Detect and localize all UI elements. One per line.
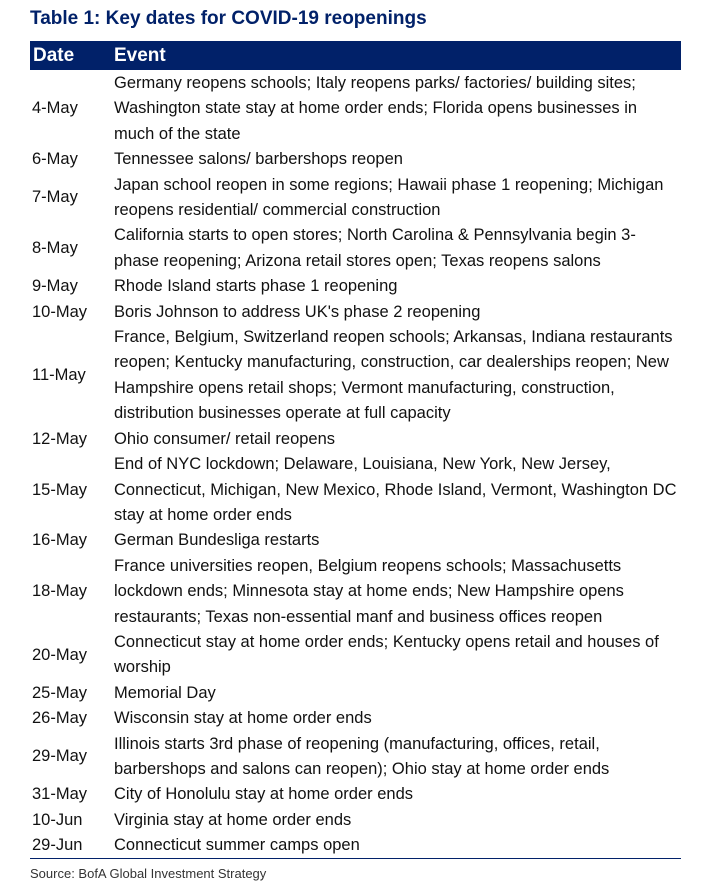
row-event: Japan school reopen in some regions; Hawaii phase 1 reopening; Michigan reopens residential/ commercial construction	[114, 175, 664, 220]
table-row	[30, 71, 681, 147]
column-header-date: Date	[33, 45, 75, 66]
row-date: 6-May	[32, 150, 78, 169]
row-date: 31-May	[32, 785, 88, 804]
table-bottom-rule	[30, 858, 681, 859]
row-event: End of NYC lockdown; Delaware, Louisiana, New York, New Jersey, Connecticut, Michigan, New Mexico, Rhode Island, Vermont, Washington DC stay at home order ends	[114, 455, 677, 524]
row-date: 11-May	[32, 366, 86, 385]
column-header-event: Event	[114, 45, 166, 66]
table-row	[30, 706, 681, 731]
row-date: 15-May	[32, 480, 88, 499]
row-event: Wisconsin stay at home order ends	[114, 709, 372, 728]
row-event: Connecticut summer camps open	[114, 836, 360, 855]
row-date: 9-May	[32, 277, 78, 296]
source-note: Source: BofA Global Investment Strategy	[30, 866, 267, 881]
table-row	[30, 300, 681, 325]
row-date: 20-May	[32, 645, 88, 664]
row-date: 25-May	[32, 683, 88, 702]
row-event: France universities reopen, Belgium reopens schools; Massachusetts lockdown ends; Minnesota stay at home ends; New Hampshire opens restaurants; Texas non-essential manf and business offices reopen	[114, 556, 624, 626]
row-date: 26-May	[32, 709, 88, 728]
row-date: 18-May	[32, 582, 88, 601]
table-row	[30, 681, 681, 706]
table-row	[30, 808, 681, 833]
row-event: City of Honolulu stay at home order ends	[114, 785, 413, 804]
table-row	[30, 427, 681, 452]
table-title: Table 1: Key dates for COVID-19 reopenings	[30, 8, 427, 29]
table-row	[30, 630, 681, 681]
table-row	[30, 147, 681, 172]
row-event: Memorial Day	[114, 683, 216, 702]
table-row	[30, 732, 681, 783]
row-event: Germany reopens schools; Italy reopens parks/ factories/ building sites; Washington state stay at home order ends; Florida opens businesses in much of the state	[114, 74, 638, 143]
table-row	[30, 223, 681, 274]
row-event: Rhode Island starts phase 1 reopening	[114, 277, 398, 296]
row-event: Virginia stay at home order ends	[114, 810, 352, 829]
row-event: California starts to open stores; North Carolina & Pennsylvania begin 3-phase reopening; Arizona retail stores open; Texas reopens salons	[114, 226, 636, 270]
row-event: Boris Johnson to address UK's phase 2 reopening	[114, 302, 481, 321]
table-header	[30, 41, 681, 70]
table-row	[30, 833, 681, 858]
row-date: 7-May	[32, 188, 78, 207]
table-row	[30, 452, 681, 528]
row-date: 4-May	[32, 99, 78, 118]
table-row	[30, 528, 681, 553]
table-row	[30, 782, 681, 807]
row-event: France, Belgium, Switzerland reopen schools; Arkansas, Indiana restaurants reopen; Kentucky manufacturing, construction, car dealerships reopen; New Hampshire opens retail shops; Vermont manufacturing, construction, distribution businesses operate at full capacity	[114, 328, 673, 423]
table-row	[30, 274, 681, 299]
row-event: German Bundesliga restarts	[114, 531, 320, 550]
row-date: 12-May	[32, 429, 88, 448]
row-event: Illinois starts 3rd phase of reopening (manufacturing, offices, retail, barbershops and salons can reopen); Ohio stay at home order ends	[114, 734, 610, 778]
table-row	[30, 325, 681, 427]
row-event: Connecticut stay at home order ends; Kentucky opens retail and houses of worship	[114, 632, 659, 677]
row-event: Ohio consumer/ retail reopens	[114, 429, 336, 448]
row-date: 10-May	[32, 302, 88, 321]
row-date: 10-Jun	[32, 810, 83, 829]
row-event: Tennessee salons/ barbershops reopen	[114, 150, 403, 169]
row-date: 16-May	[32, 531, 88, 550]
row-date: 29-May	[32, 747, 88, 766]
row-date: 8-May	[32, 239, 78, 258]
row-date: 29-Jun	[32, 836, 83, 855]
table-body	[30, 71, 681, 859]
table-row	[30, 173, 681, 224]
table-row	[30, 554, 681, 630]
